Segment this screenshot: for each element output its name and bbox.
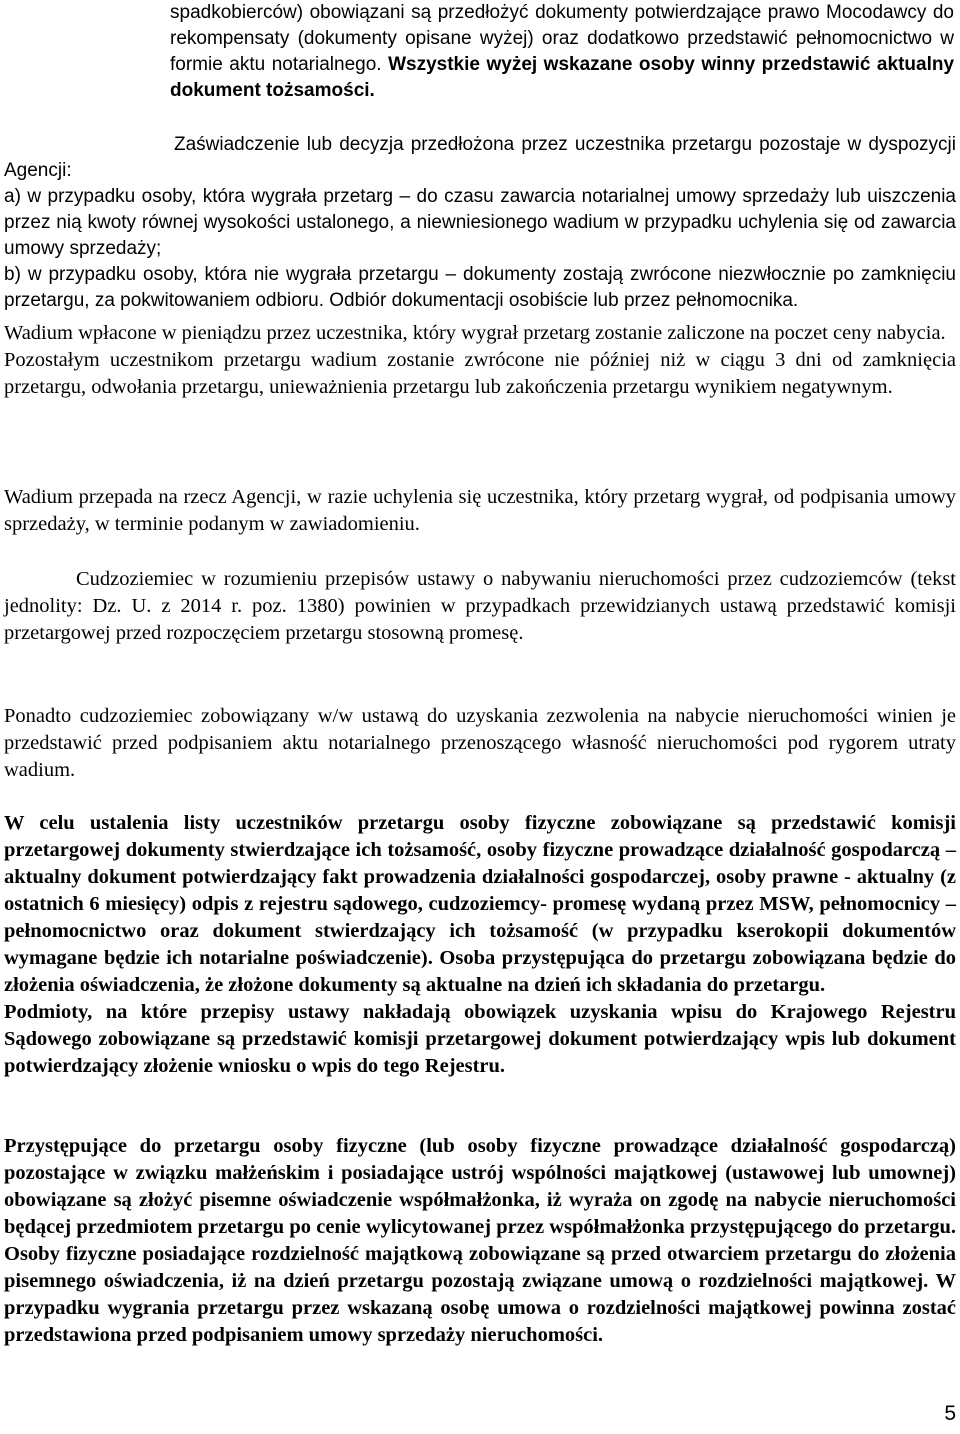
foreigner-permit-paragraph: Ponadto cudzoziemiec zobowiązany w/w ustawą do uzyskania zezwolenia na nabycie nieruchomości winien je przedstawić przed podpisaniem aktu notarialnego przenoszącego własność nieruchomości pod rygorem utraty wadium. bbox=[4, 705, 956, 781]
case-a-paragraph: a) w przypadku osoby, która wygrała przetarg – do czasu zawarcia notarialnej umowy sprzedaży lub uiszczenia przez nią kwoty równej wysokości ustalonego, a niewniesionego wadium w przypadku uchylenia się od zawarcia umowy sprzedaży; bbox=[4, 186, 956, 259]
foreigner-section bbox=[4, 566, 956, 647]
spouse-consent-section bbox=[4, 1133, 956, 1349]
foreigner-permit-section bbox=[4, 703, 956, 784]
wadium-forfeit-section bbox=[4, 484, 956, 538]
wadium-forfeit-paragraph: Wadium przepada na rzecz Agencji, w razie uchylenia się uczestnika, który przetarg wygrał, od podpisania umowy sprzedaży, w terminie podanym w zawiadomieniu. bbox=[4, 486, 956, 535]
agency-disposition-section bbox=[4, 132, 956, 314]
foreigner-paragraph: Cudzoziemiec w rozumieniu przepisów ustawy o nabywaniu nieruchomości przez cudzoziemców (tekst jednolity: Dz. U. z 2014 r. poz. 1380) powinien w przypadkach przewidzianych ustawą przedstawić komisji przetargowej przed rozpoczęciem przetargu stosowną promesę. bbox=[4, 568, 956, 644]
case-b-paragraph: b) w przypadku osoby, która nie wygrała przetargu – dokumenty zostają zwrócone niezwłocznie po zamknięciu przetargu, za pokwitowaniem odbioru. Odbiór dokumentacji osobiście lub przez pełnomocnika. bbox=[4, 264, 956, 311]
top-text: spadkobierców) obowiązani są przedłożyć dokumenty potwierdzające prawo Mocodawcy do rekompensaty (dokumenty opisane wyżej) oraz dodatkowo przedstawić pełnomocnictwo w formie aktu notarialnego. bbox=[170, 2, 954, 75]
wadium-credited-paragraph: Wadium wpłacone w pieniądzu przez uczestnika, który wygrał przetarg zostanie zaliczone na poczet ceny nabycia. bbox=[4, 322, 946, 344]
spouse-consent-paragraph: Przystępujące do przetargu osoby fizyczne (lub osoby fizyczne prowadzące działalność gospodarczą) pozostające w związku małżeńskim i posiadające ustrój wspólności majątkowej (ustawowej lub umownej) obowiązane są złożyć pisemne oświadczenie współmałżonka, iż wyraża on zgodę na nabycie nieruchomości będącej przedmiotem przetargu po cenie wylicytowanej przez współmałżonka przystępującego do przetargu. Osoby fizyczne posiadające rozdzielność majątkową zobowiązane są przed otwarciem przetargu do złożenia pisemnego oświadczenia, iż na dzień przetargu pozostają związane umową o rozdzielności majątkowej. W przypadku wygrania przetargu przez wskazaną osobę umowa o rozdzielności majątkowej powinna zostać przedstawiona przed podpisaniem umowy sprzedaży nieruchomości. bbox=[4, 1135, 956, 1346]
page-number: 5 bbox=[944, 1402, 956, 1425]
participants-documents-paragraph: W celu ustalenia listy uczestników przetargu osoby fizyczne zobowiązane są przedstawić komisji przetargowej dokumenty stwierdzające ich tożsamość, osoby fizyczne prowadzące działalność gospodarczą – aktualny dokument potwierdzający fakt prowadzenia działalności gospodarczej, osoby prawne - aktualny (z ostatnich 6 miesięcy) odpis z rejestru sądowego, cudzoziemcy- promesę wydaną przez MSW, pełnomocnicy – pełnomocnictwo oraz dokument stwierdzający ich tożsamość (w przypadku kserokopii dokumentów wymagane będzie ich notarialne poświadczenie). Osoba przystępująca do przetargu zobowiązana będzie do złożenia oświadczenia, że złożone dokumenty są aktualne na dzień ich składania do przetargu. bbox=[4, 812, 956, 996]
krs-entities-paragraph: Podmioty, na które przepisy ustawy nakładają obowiązek uzyskania wpisu do Krajowego Rejestru Sądowego zobowiązane są przedstawić komisji przetargowej dokument potwierdzający wpis lub dokument potwierdzający złożenie wniosku o wpis do tego Rejestru. bbox=[4, 1001, 956, 1077]
top-paragraph bbox=[170, 0, 954, 104]
zaswiadczenie-paragraph: Zaświadczenie lub decyzja przedłożona przez uczestnika przetargu pozostaje w dyspozycji Agencji: bbox=[4, 134, 956, 181]
wadium-section bbox=[4, 320, 956, 401]
wadium-returned-paragraph: Pozostałym uczestnikom przetargu wadium zostanie zwrócone nie później niż w ciągu 3 dni od zamknięcia przetargu, odwołania przetargu, unieważnienia przetargu lub zakończenia przetargu wynikiem negatywnym. bbox=[4, 349, 956, 398]
top-bold-text: Wszystkie wyżej wskazane osoby winny przedstawić aktualny dokument tożsamości. bbox=[170, 54, 955, 101]
participants-list-section bbox=[4, 810, 956, 1080]
